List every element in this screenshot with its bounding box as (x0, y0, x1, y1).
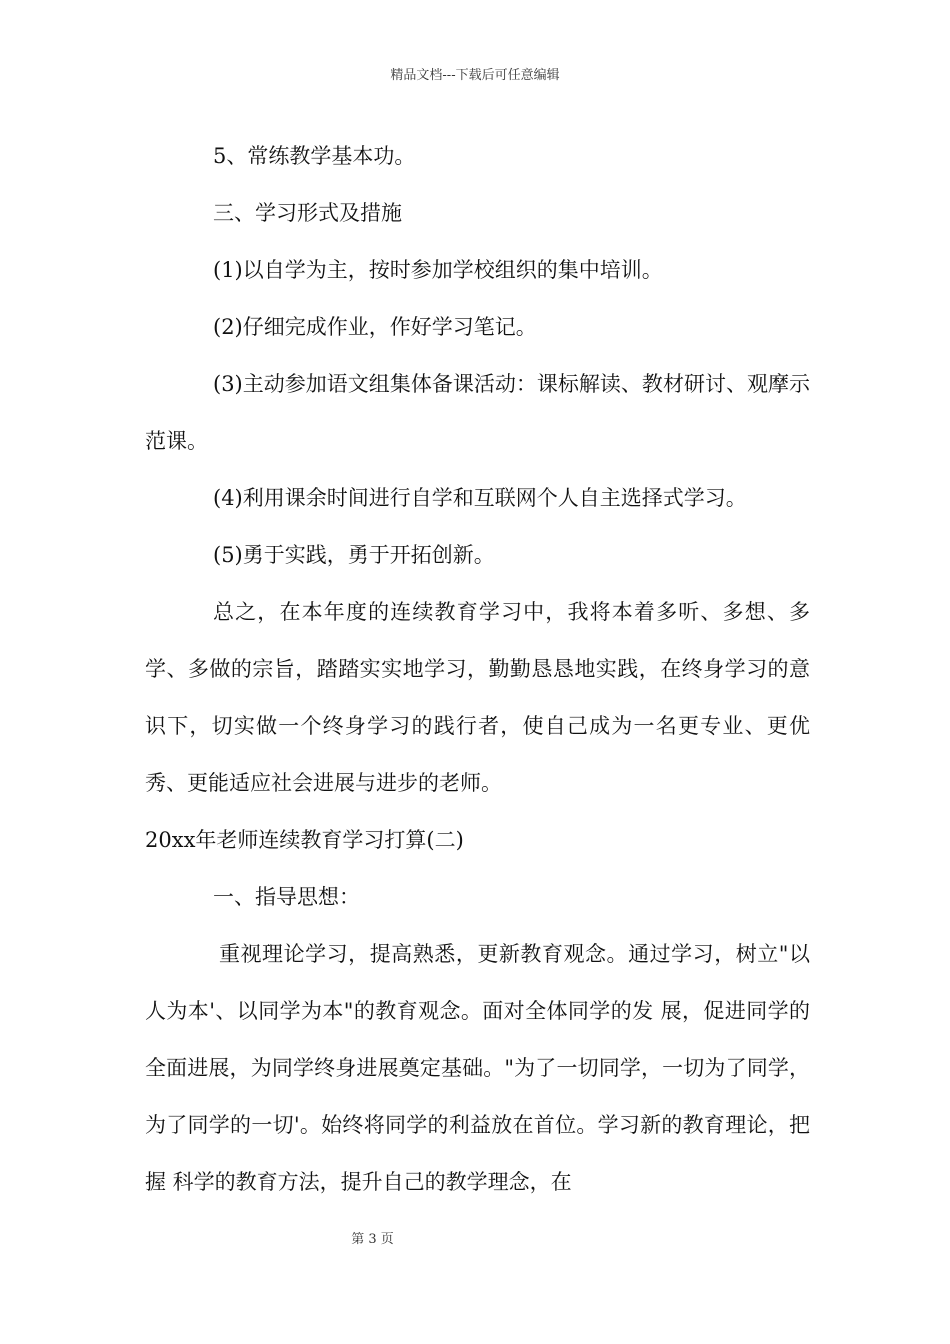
list-item-practice: (5)勇于实践，勇于开拓创新。 (213, 543, 495, 567)
paragraph-basic-skills: 5、常练教学基本功。 (213, 144, 416, 168)
section-heading-methods: 三、学习形式及措施 (213, 201, 402, 225)
page-number: 第 3 页 (351, 1232, 394, 1247)
document-title-part-two: 20xx年老师连续教育学习打算(二) (145, 828, 464, 852)
list-item-homework: (2)仔细完成作业，作好学习笔记。 (213, 315, 537, 339)
page-header: 精品文档---下载后可任意编辑 (390, 68, 560, 83)
paragraph-theory-study: 重视理论学习，提高熟悉，更新教育观念。通过学习，树立"以人为本'、以同学为本"的教育观念。面对全体同学的发 展，促进同学的全面进展，为同学终身进展奠定基础。"为了一切同学，一切为了同学，为了同学的一切'。始终将同学的利益放在首位。学习新的教育理论，把握 科学的教育方法，提升自己的教学理念，在 (145, 942, 810, 1194)
paragraph-summary: 总之，在本年度的连续教育学习中，我将本着多听、多想、多学、多做的宗旨，踏踏实实地学习，勤勤恳恳地实践，在终身学习的意识下，切实做一个终身学习的践行者，使自己成为一名更专业、更优秀、更能适应社会进展与进步的老师。 (145, 600, 810, 795)
list-item-internet-study: (4)利用课余时间进行自学和互联网个人自主选择式学习。 (213, 486, 747, 510)
list-item-self-study: (1)以自学为主，按时参加学校组织的集中培训。 (213, 258, 663, 282)
document-body (145, 128, 810, 1211)
list-item-lesson-prep: (3)主动参加语文组集体备课活动：课标解读、教材研讨、观摩示范课。 (145, 372, 810, 453)
section-heading-guiding-thought: 一、指导思想： (213, 885, 360, 909)
